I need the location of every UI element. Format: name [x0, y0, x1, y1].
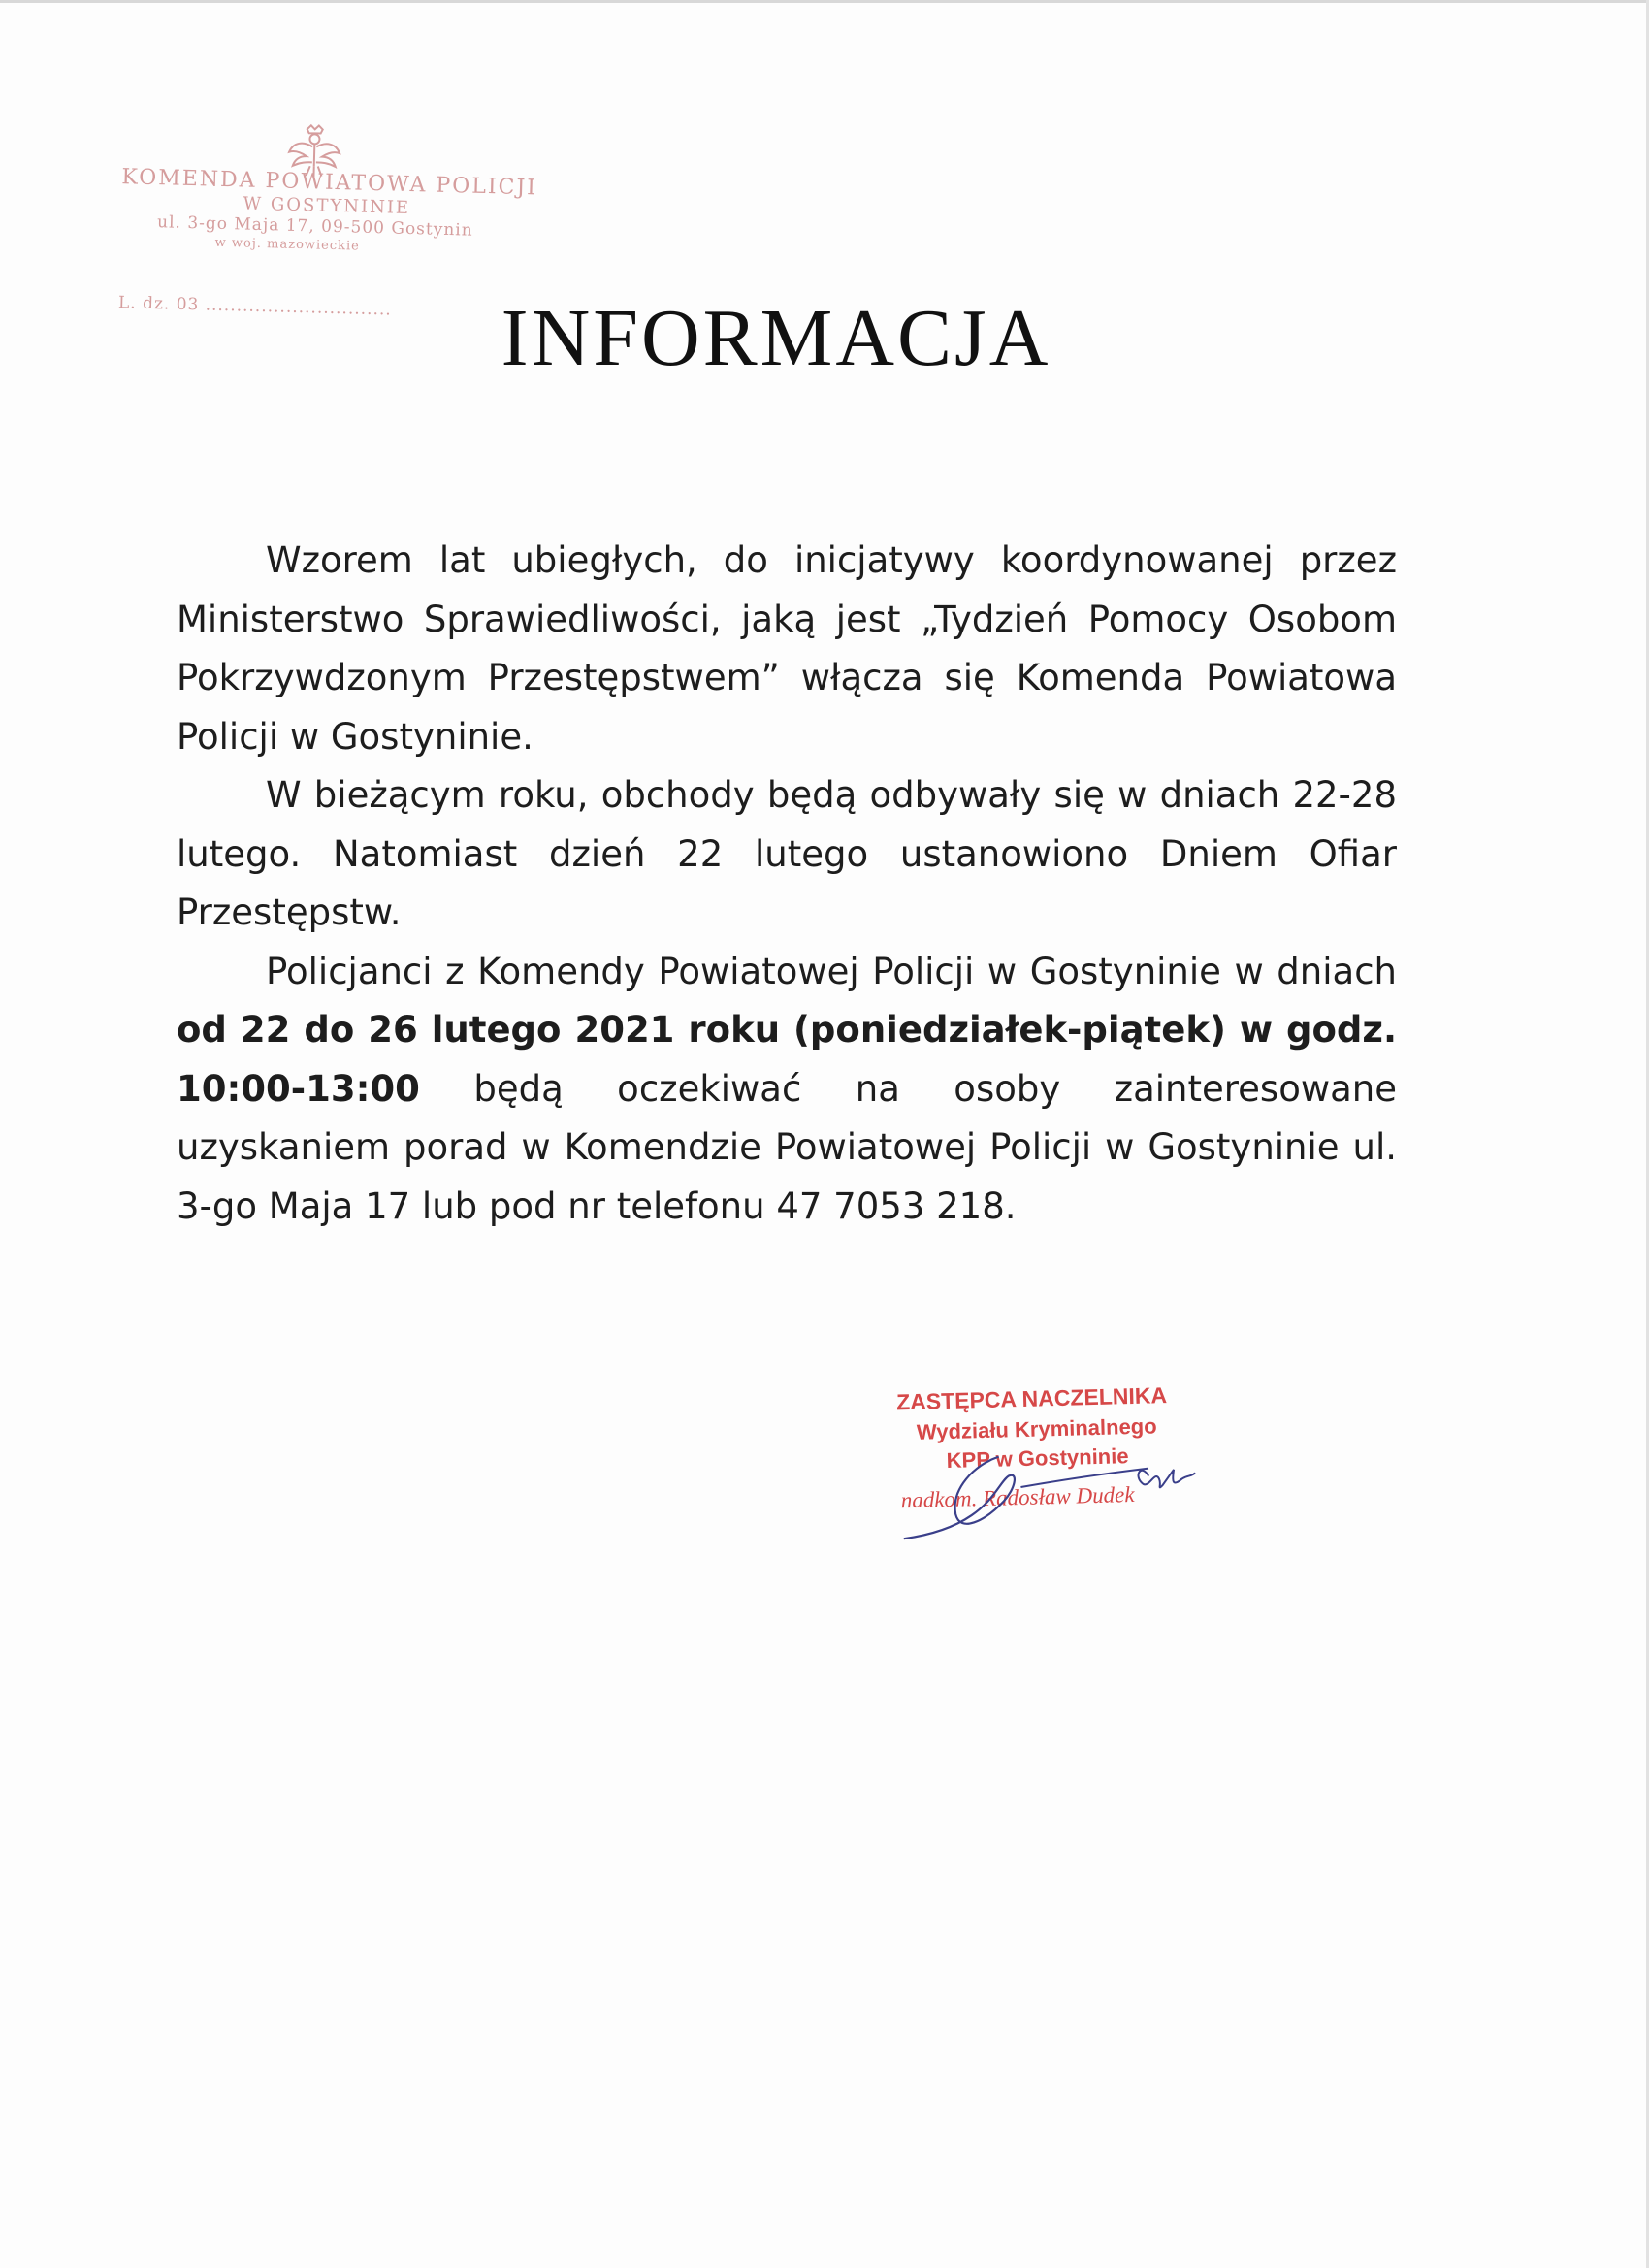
paragraph-consultation-start: Policjanci z Komendy Powiatowej Policji w Gostyninie w dniach: [266, 950, 1397, 992]
document-title: INFORMACJA: [501, 293, 1051, 383]
stamp-reference-number: L. dz. 03 ..............................: [117, 293, 393, 320]
signature-officer-name: nadkom. Radosław Dudek: [900, 1481, 1135, 1513]
paragraph-dates: W bieżącym roku, obchody będą odbywały się w dniach 22-28 lutego. Natomiast dzień 22 lutego ustanowiono Dniem Ofiar Przestępstw.: [177, 774, 1397, 933]
paragraph-consultation-end: będą oczekiwać na osoby zainteresowane uzyskaniem porad w Komendzie Powiatowej Policji w Gostyninie ul. 3-go Maja 17 lub pod nr telefonu 47 7053 218.: [177, 1067, 1397, 1227]
consultation-dates-hours: od 22 do 26 lutego 2021 roku (poniedziałek-piątek) w godz. 10:00-13:00: [177, 1009, 1397, 1110]
stamp-address: ul. 3-go Maja 17, 09-500 Gostynin: [156, 212, 473, 241]
paragraph-consultation: [177, 943, 1397, 1237]
document-body: [177, 532, 1397, 1236]
signature-unit: KPP w Gostyninie: [946, 1443, 1129, 1474]
stamp-institution-name: KOMENDA POWIATOWA POLICJI: [121, 165, 538, 201]
stamp-city: W GOSTYNINIE: [242, 193, 411, 218]
page-edge-top: [0, 0, 1649, 3]
stamp-region: w woj. mazowieckie: [214, 235, 361, 254]
signature-stamp: [892, 1374, 1227, 1567]
handwritten-signature: [893, 1432, 1226, 1547]
signature-department: Wydziału Kryminalnego: [916, 1413, 1157, 1444]
signature-position: ZASTĘPCA NACZELNIKA: [895, 1382, 1168, 1415]
paragraph-intro: Wzorem lat ubiegłych, do inicjatywy koordynowanej przez Ministerstwo Sprawiedliwości, jaką jest „Tydzień Pomocy Osobom Pokrzywdzonym Przestępstwem” włącza się Komenda Powiatowa Policji w Gostyninie.: [177, 539, 1397, 758]
